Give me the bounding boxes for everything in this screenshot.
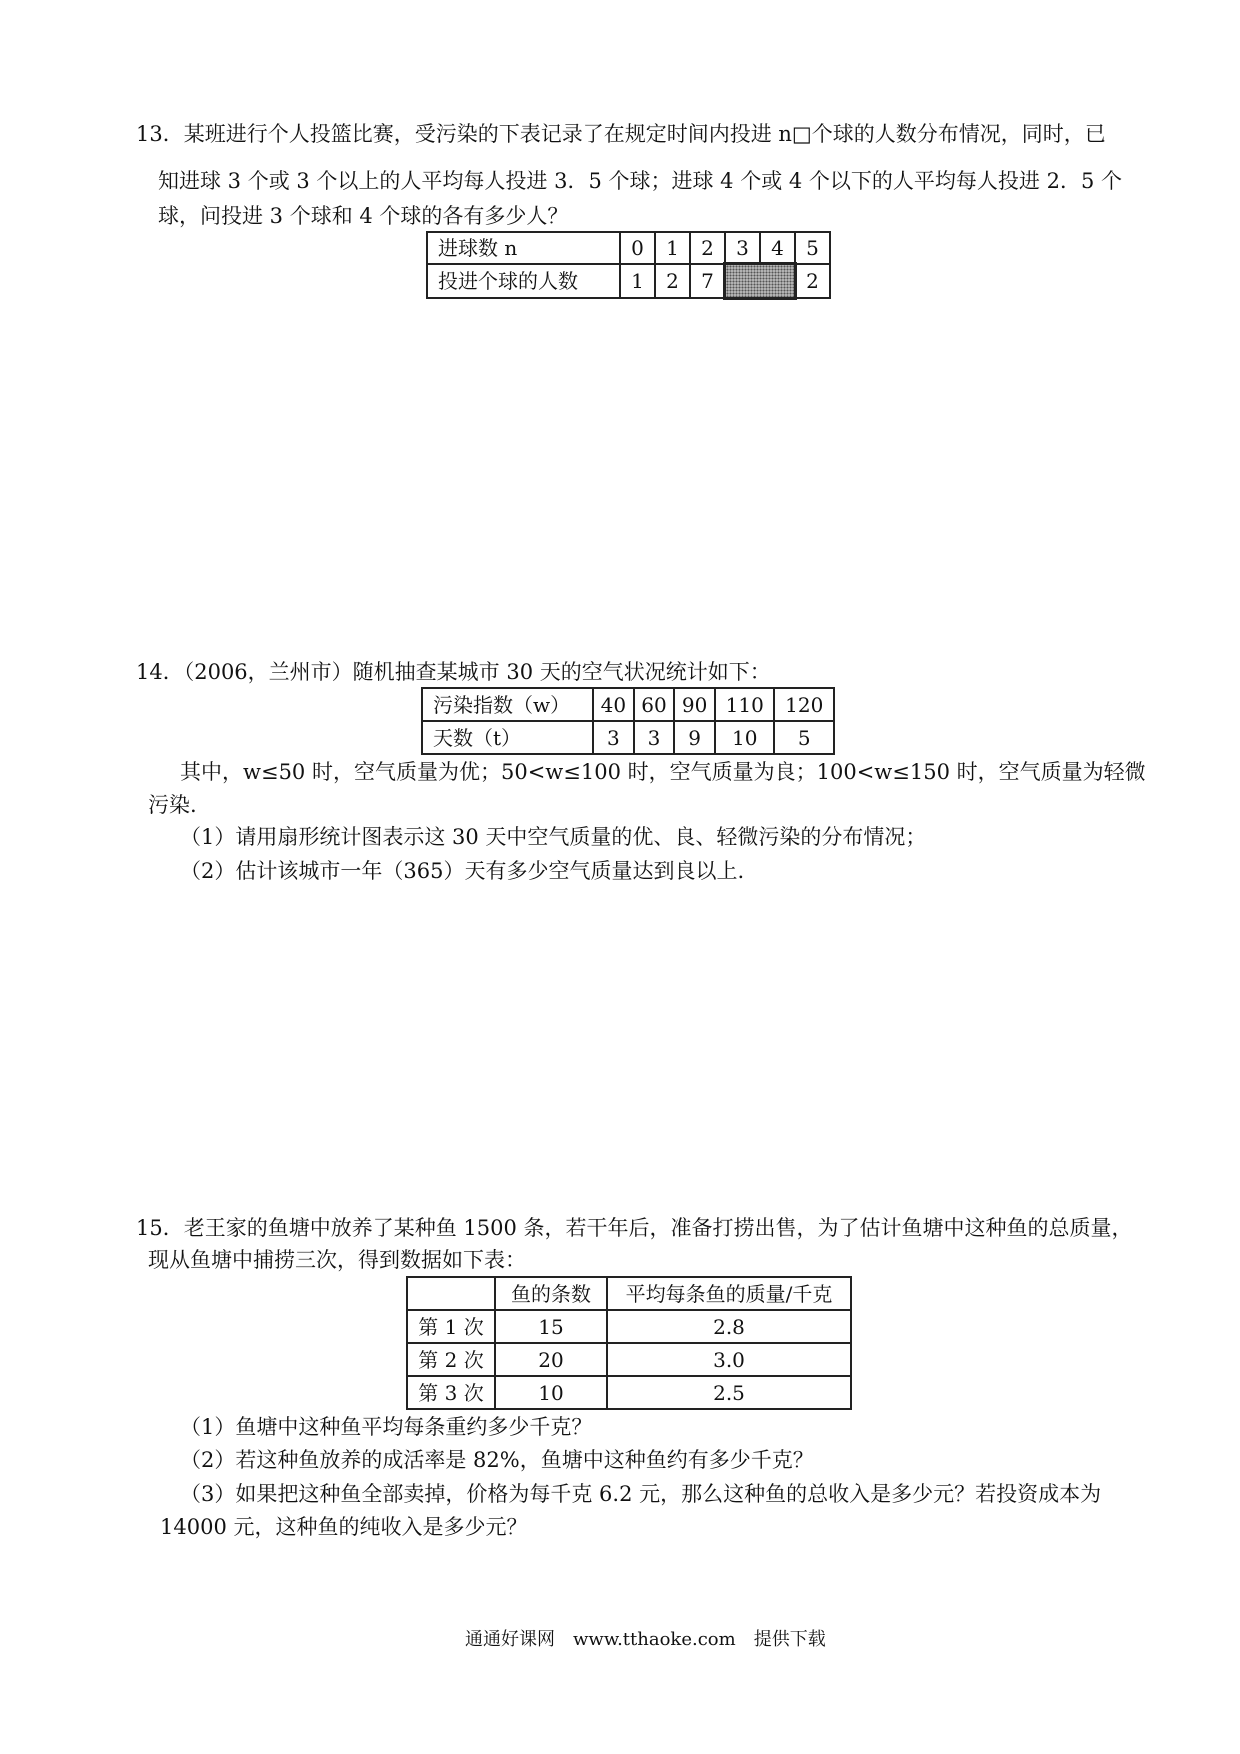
q13-table — [426, 231, 831, 299]
footer-source: 通通好课网 www.tthaoke.com 提供下载 — [465, 1629, 826, 1650]
q15-header-weight: 平均每条鱼的质量/千克 — [607, 1277, 851, 1310]
q15-sub3b: 14000 元，这种鱼的纯收入是多少元？ — [160, 1515, 528, 1539]
q13-line1: 13．某班进行个人投篮比赛，受污染的下表记录了在规定时间内投进 n□个球的人数分布情况，同时，已 — [136, 122, 1106, 146]
q14-cell: 3 — [593, 721, 634, 754]
q13-cell: 7 — [690, 264, 725, 298]
q15-cell: 15 — [495, 1310, 607, 1343]
q15-cell: 2.8 — [607, 1310, 851, 1343]
q14-cell: 10 — [715, 721, 775, 754]
q14-cell: 60 — [634, 688, 675, 721]
q14-cell: 9 — [674, 721, 715, 754]
q15-row-label: 第 3 次 — [407, 1376, 495, 1409]
q14-cell: 120 — [774, 688, 834, 721]
q15-cell: 20 — [495, 1343, 607, 1376]
q15-row-label: 第 1 次 — [407, 1310, 495, 1343]
q15-sub3a: （3）如果把这种鱼全部卖掉，价格为每千克 6.2 元，那么这种鱼的总收入是多少元？若投资成本为 — [180, 1482, 1102, 1506]
q13-cell: 2 — [795, 264, 830, 298]
q13-cell: 0 — [620, 232, 655, 264]
q13-row2-label: 投进个球的人数 — [427, 264, 620, 298]
q14-sub1: （1）请用扇形统计图表示这 30 天中空气质量的优、良、轻微污染的分布情况； — [180, 825, 927, 849]
q14-cell: 3 — [634, 721, 675, 754]
q13-cell: 1 — [620, 264, 655, 298]
q13-line3: 球，问投进 3 个球和 4 个球的各有多少人？ — [158, 204, 569, 228]
q14-row1-label: 污染指数（w） — [422, 688, 593, 721]
q14-cell: 90 — [674, 688, 715, 721]
q15-sub2: （2）若这种鱼放养的成活率是 82%，鱼塘中这种鱼约有多少千克？ — [180, 1448, 814, 1472]
q13-row1-label: 进球数 n — [427, 232, 620, 264]
q13-cell: 5 — [795, 232, 830, 264]
q15-line2: 现从鱼塘中捕捞三次，得到数据如下表： — [148, 1248, 526, 1272]
q14-line1: 14．（2006，兰州市）随机抽查某城市 30 天的空气状况统计如下： — [136, 660, 771, 684]
q14-cell: 5 — [774, 721, 834, 754]
q14-line3: 污染. — [148, 793, 197, 817]
q13-cell: 3 — [725, 232, 760, 264]
q13-cell: 4 — [760, 232, 795, 264]
q15-header-blank — [407, 1277, 495, 1310]
q14-row2-label: 天数（t） — [422, 721, 593, 754]
q14-cell: 110 — [715, 688, 775, 721]
q13-cell: 1 — [655, 232, 690, 264]
q15-cell: 2.5 — [607, 1376, 851, 1409]
q14-cell: 40 — [593, 688, 634, 721]
q13-cell: 2 — [655, 264, 690, 298]
smudged-cell — [725, 264, 795, 298]
q13-cell: 2 — [690, 232, 725, 264]
q15-table — [406, 1276, 852, 1410]
q15-header-count: 鱼的条数 — [495, 1277, 607, 1310]
q15-cell: 3.0 — [607, 1343, 851, 1376]
q15-sub1: （1）鱼塘中这种鱼平均每条重约多少千克？ — [180, 1415, 593, 1439]
q13-line2: 知进球 3 个或 3 个以上的人平均每人投进 3．5 个球；进球 4 个或 4 个以下的人平均每人投进 2．5 个 — [158, 169, 1122, 193]
q14-table — [421, 687, 835, 755]
q14-line2: 其中，w≤50 时，空气质量为优；50<w≤100 时，空气质量为良；100<w≤150 时，空气质量为轻微 — [180, 760, 1146, 784]
q14-sub2: （2）估计该城市一年（365）天有多少空气质量达到良以上. — [180, 859, 745, 883]
q15-line1: 15．老王家的鱼塘中放养了某种鱼 1500 条，若干年后，准备打捞出售，为了估计鱼塘中这种鱼的总质量， — [136, 1216, 1133, 1240]
q15-cell: 10 — [495, 1376, 607, 1409]
q15-row-label: 第 2 次 — [407, 1343, 495, 1376]
